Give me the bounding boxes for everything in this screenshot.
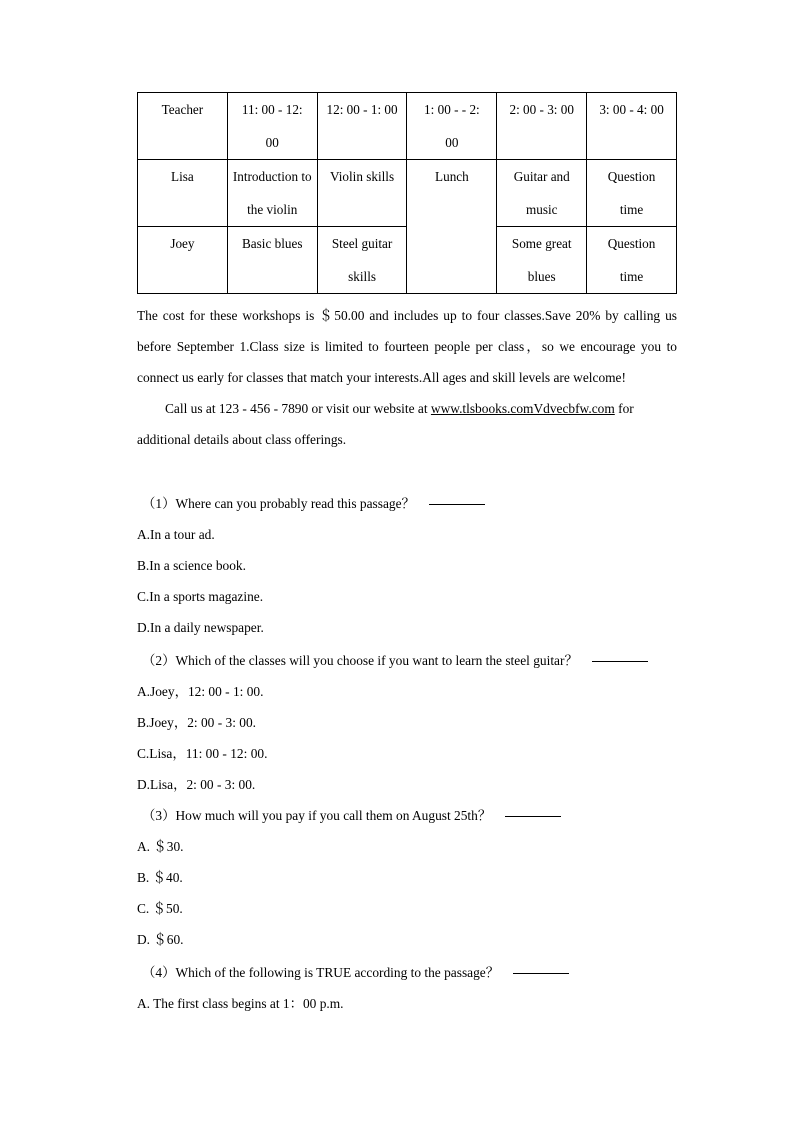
question-stem-text: （2）Which of the classes will you choose if you want to learn the steel guitar？ xyxy=(142,653,578,668)
question-1-option-c[interactable]: C.In a sports magazine. xyxy=(137,589,264,604)
header-cell-teacher xyxy=(138,93,228,160)
cell-line: Basic blues xyxy=(242,236,303,251)
cell-lisa-slot-1 xyxy=(227,160,317,227)
question-4-stem xyxy=(137,957,697,988)
question-stem-text: （4）Which of the following is TRUE according to the passage？ xyxy=(142,965,500,980)
answer-blank[interactable] xyxy=(505,806,561,817)
cell-lisa-slot-4 xyxy=(497,160,587,227)
question-stem-text: （3）How much will you pay if you call them on August 25th？ xyxy=(142,808,492,823)
cell-joey-slot-1 xyxy=(227,227,317,294)
question-4 xyxy=(137,957,697,1019)
cell-line: music xyxy=(525,202,558,217)
cell-line: Violin skills xyxy=(330,169,395,184)
question-2-option-c[interactable]: C.Lisa，11: 00 - 12: 00. xyxy=(137,746,268,761)
website-link[interactable]: www.tlsbooks.comVdvecbfw.com xyxy=(430,401,615,416)
question-4-option-a[interactable]: A. The first class begins at 1：00 p.m. xyxy=(137,996,344,1011)
passage-text-before-link: Call us at 123 - 456 - 7890 or visit our website at xyxy=(165,401,431,416)
teacher-name: Joey xyxy=(170,236,195,251)
cell-line: time xyxy=(619,202,644,217)
question-2-option-d[interactable]: D.Lisa，2: 00 - 3: 00. xyxy=(137,777,256,792)
schedule-table xyxy=(137,92,677,294)
table-header-row xyxy=(138,93,677,160)
header-cell-line: Teacher xyxy=(161,102,204,117)
cell-line: Some great xyxy=(511,236,572,251)
question-2-option-a[interactable]: A.Joey，12: 00 - 1: 00. xyxy=(137,684,264,699)
cell-teacher-joey xyxy=(138,227,228,294)
question-1-option-a[interactable]: A.In a tour ad. xyxy=(137,527,215,542)
cell-line: time xyxy=(619,269,644,284)
answer-blank[interactable] xyxy=(513,963,569,974)
table-row xyxy=(138,160,677,227)
cell-joey-slot-2 xyxy=(317,227,407,294)
question-1-option-d[interactable]: D.In a daily newspaper. xyxy=(137,620,264,635)
header-cell-line: 1: 00 - - 2: xyxy=(424,102,480,117)
cell-line: Guitar and xyxy=(513,169,570,184)
header-cell-line: 2: 00 - 3: 00 xyxy=(509,102,574,117)
question-3 xyxy=(137,800,697,955)
teacher-name: Lisa xyxy=(171,169,194,184)
question-3-option-d[interactable]: D. ＄60. xyxy=(137,932,184,947)
header-cell-slot-3 xyxy=(407,93,497,160)
header-cell-line: 00 xyxy=(445,135,459,150)
question-3-stem xyxy=(137,800,697,831)
question-1-option-b[interactable]: B.In a science book. xyxy=(137,558,246,573)
cell-joey-slot-5 xyxy=(587,227,677,294)
question-1 xyxy=(137,488,697,643)
cell-line: Lunch xyxy=(435,169,469,184)
question-2-option-b[interactable]: B.Joey，2: 00 - 3: 00. xyxy=(137,715,257,730)
schedule-table-container xyxy=(137,92,677,294)
question-2 xyxy=(137,645,697,800)
question-3-option-c[interactable]: C. ＄50. xyxy=(137,901,183,916)
question-1-stem xyxy=(137,488,697,519)
cell-lisa-slot-2 xyxy=(317,160,407,227)
cell-line: skills xyxy=(348,269,376,284)
header-cell-slot-1 xyxy=(227,93,317,160)
question-stem-text: （1）Where can you probably read this passage？ xyxy=(142,496,415,511)
header-cell-slot-5 xyxy=(587,93,677,160)
header-cell-slot-2 xyxy=(317,93,407,160)
cell-line: Steel guitar xyxy=(331,236,393,251)
cell-line: the violin xyxy=(247,202,298,217)
answer-blank[interactable] xyxy=(429,494,485,505)
passage-paragraph-2 xyxy=(137,393,677,455)
passage-paragraph-1: The cost for these workshops is ＄50.00 and includes up to four classes.Save 20% by calling us before September 1.Class size is limited to fourteen people per class，so we encourage you to connect us early for classes that match your interests.All ages and skill levels are welcome! xyxy=(137,308,677,385)
header-cell-line: 11: 00 - 12: xyxy=(241,102,303,117)
cell-joey-slot-4 xyxy=(497,227,587,294)
cell-line: Introduction to xyxy=(232,169,312,184)
cell-line: Question xyxy=(607,169,656,184)
question-3-option-b[interactable]: B. ＄40. xyxy=(137,870,183,885)
cell-line: blues xyxy=(527,269,556,284)
cell-teacher-lisa xyxy=(138,160,228,227)
header-cell-line: 3: 00 - 4: 00 xyxy=(599,102,664,117)
header-cell-line: 12: 00 - 1: 00 xyxy=(326,102,398,117)
answer-blank[interactable] xyxy=(592,651,648,662)
cell-lisa-slot-5 xyxy=(587,160,677,227)
header-cell-line: 00 xyxy=(265,135,279,150)
header-cell-slot-4 xyxy=(497,93,587,160)
cell-lunch xyxy=(407,160,497,294)
question-2-stem xyxy=(137,645,697,676)
cell-line: Question xyxy=(607,236,656,251)
question-3-option-a[interactable]: A. ＄30. xyxy=(137,839,184,854)
passage-text-after-link: for additional details about class offerings. xyxy=(137,401,634,447)
